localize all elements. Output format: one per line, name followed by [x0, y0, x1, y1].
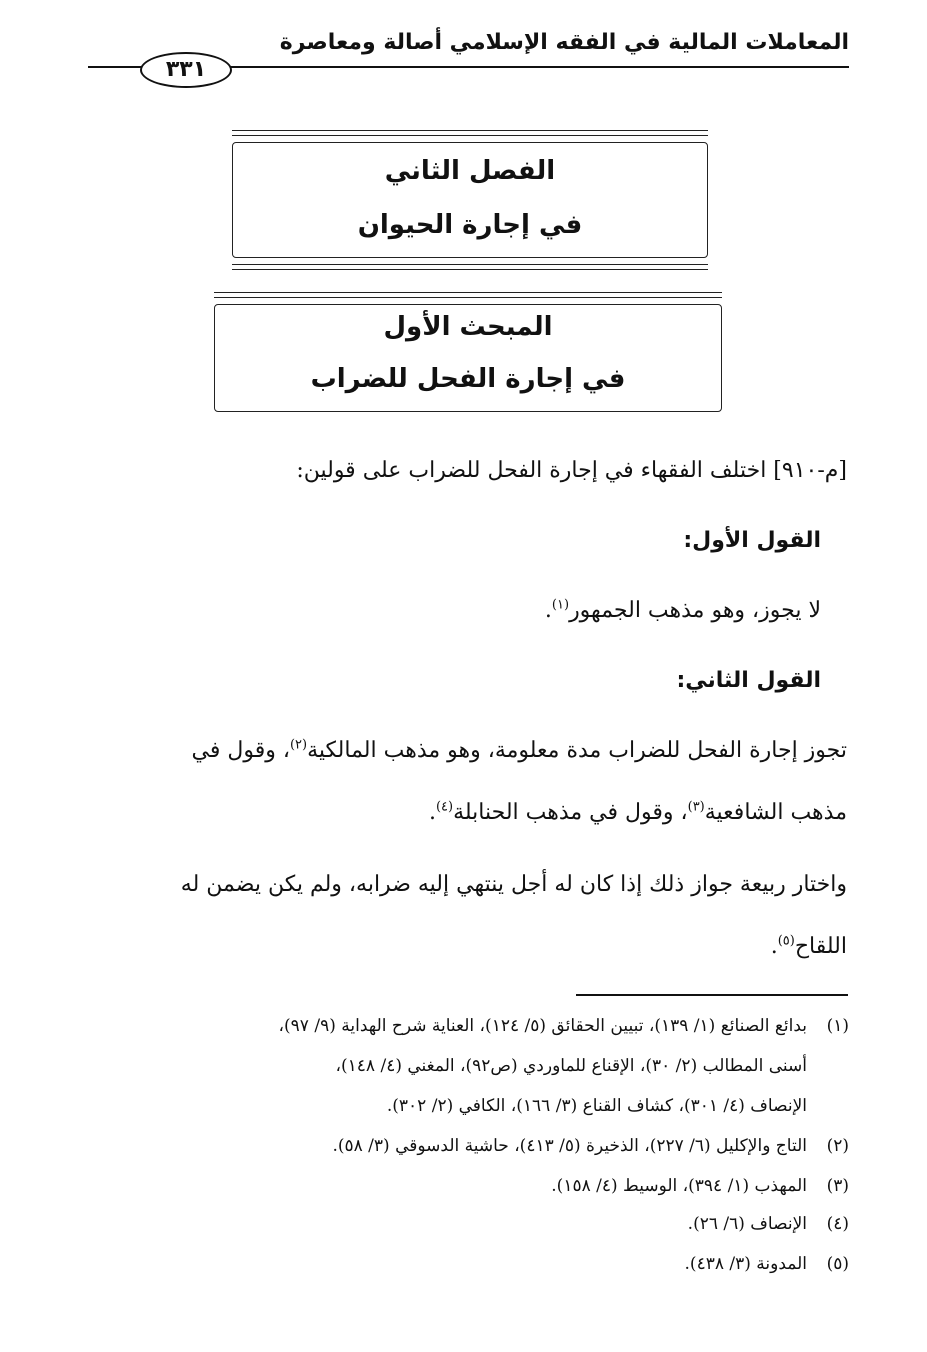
footnote-text: أسنى المطالب (٢/ ٣٠)، الإقناع للماوردي (ص٩٢)، المغني (٤/ ١٤٨)،	[335, 1056, 807, 1076]
footnote-number: (٣)	[826, 1176, 849, 1196]
footnote-number: (٢)	[826, 1136, 849, 1156]
footnote-ref: (٥)	[777, 933, 795, 949]
page-number: ٣٣١	[140, 52, 232, 88]
ornament-bar	[214, 292, 722, 298]
second-opinion-body: مذهب الشافعية	[704, 800, 847, 825]
footnote-line	[336, 1056, 849, 1076]
footnote-line	[279, 1016, 849, 1036]
footnote-text: التاج والإكليل (٦/ ٢٢٧)، الذخيرة (٥/ ٤١٣)، حاشية الدسوقي (٣/ ٥٨).	[332, 1136, 807, 1156]
footnote-text: المدونة (٣/ ٤٣٨).	[684, 1254, 807, 1274]
ornament-bar	[232, 130, 708, 136]
period: .	[428, 800, 436, 825]
footnote-line	[332, 1136, 849, 1156]
second-opinion-heading: القول الثاني:	[676, 668, 821, 693]
period: .	[770, 934, 778, 959]
chapter-title-box	[232, 130, 708, 270]
second-opinion-body: ، وقول في مذهب الحنابلة	[453, 800, 688, 825]
ornament-bar	[232, 264, 708, 270]
footnote-number: (٥)	[826, 1254, 849, 1274]
chapter-title: الفصل الثاني	[384, 156, 556, 186]
footnote-ref: (٤)	[435, 799, 454, 815]
footnote-line	[387, 1096, 849, 1116]
first-opinion-heading: القول الأول:	[683, 528, 821, 553]
footnote-ref: (٣)	[687, 799, 705, 815]
first-opinion-text	[545, 598, 821, 623]
rabia-paragraph: واختار ربيعة جواز ذلك إذا كان له أجل ينتهي إليه ضرابه، ولم يكن يضمن له	[180, 872, 847, 897]
section-title: المبحث الأول	[383, 312, 553, 342]
footnote-text: الإنصاف (٦/ ٢٦).	[687, 1214, 807, 1234]
intro-paragraph: [م-٩١٠] اختلف الفقهاء في إجارة الفحل للضراب على قولين:	[296, 458, 847, 483]
footnote-line	[685, 1254, 849, 1274]
footnote-text: المهذب (١/ ٣٩٤)، الوسيط (٤/ ١٥٨).	[551, 1176, 807, 1196]
footnote-text: بدائع الصنائع (١/ ١٣٩)، تبيين الحقائق (٥/ ١٢٤)، العناية شرح الهداية (٩/ ٩٧)،	[278, 1016, 807, 1036]
footnote-text: الإنصاف (٤/ ٣٠١)، كشاف القناع (٣/ ١٦٦)، الكافي (٢/ ٣٠٢).	[386, 1096, 807, 1116]
footnote-separator	[576, 994, 848, 996]
chapter-subtitle: في إجارة الحيوان	[357, 210, 583, 240]
running-title: المعاملات المالية في الفقه الإسلامي أصالة ومعاصرة	[279, 30, 849, 55]
footnote-ref: (١)	[551, 597, 570, 613]
section-title-box	[214, 292, 722, 424]
second-opinion-body: ، وقول في	[191, 738, 290, 763]
section-subtitle: في إجارة الفحل للضراب	[310, 364, 626, 394]
second-opinion-line	[429, 800, 847, 825]
second-opinion-line	[192, 738, 847, 763]
first-opinion-body: لا يجوز، وهو مذهب الجمهور	[569, 598, 821, 623]
rabia-body: اللقاح	[794, 934, 847, 959]
footnote-number: (٤)	[826, 1214, 849, 1234]
period: .	[544, 598, 552, 623]
footnote-line	[688, 1214, 849, 1234]
footnote-ref: (٢)	[289, 737, 308, 753]
footnote-number: (١)	[826, 1016, 849, 1036]
second-opinion-body: تجوز إجارة الفحل للضراب مدة معلومة، وهو مذهب المالكية	[307, 738, 847, 763]
footnote-line	[551, 1176, 849, 1196]
rabia-paragraph-end	[771, 934, 847, 959]
